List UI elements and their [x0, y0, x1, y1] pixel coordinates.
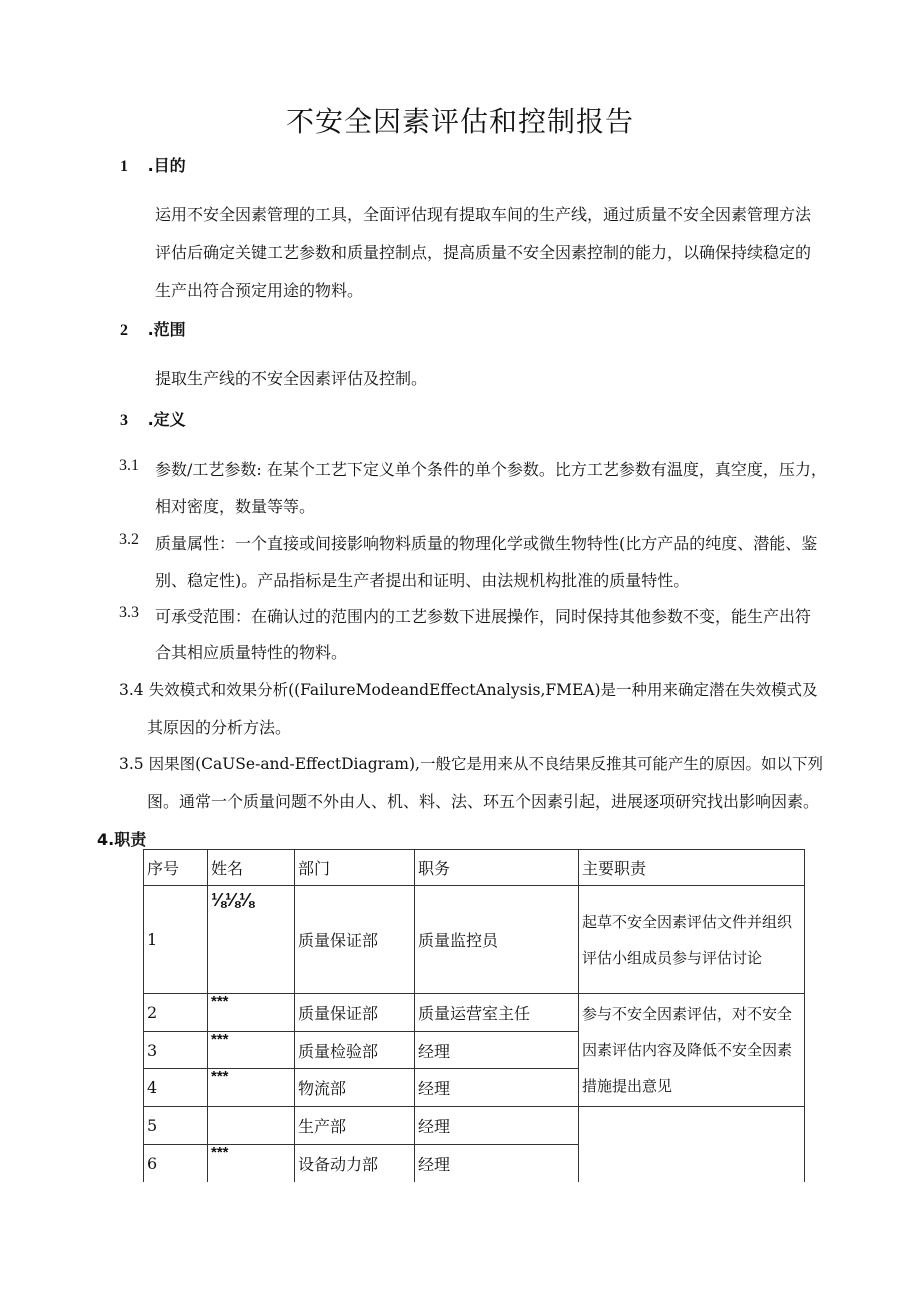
- definition-3-3-number: 3.3: [119, 604, 139, 621]
- duty-a-line-1: 起草不安全因素评估文件并组织: [582, 912, 793, 931]
- definition-3-1-line-2: 相对密度，数量等等。: [155, 497, 316, 516]
- definition-3-1-number: 3.1: [119, 457, 139, 474]
- row-3-title: 经理: [415, 1032, 579, 1069]
- row-4-dept: 物流部: [295, 1069, 415, 1107]
- duty-a-line-2: 评估小组成员参与评估讨论: [582, 948, 763, 967]
- duty-b-line-3: 措施提出意见: [582, 1077, 673, 1095]
- row-5-dept: 生产部: [295, 1107, 415, 1145]
- row-3-name: ***: [211, 1031, 229, 1048]
- row-4-title: 经理: [415, 1069, 579, 1107]
- row-6-title: 经理: [415, 1145, 579, 1182]
- section-3-title: .定义: [147, 410, 186, 429]
- definition-3-3-line-2: 合其相应质量特性的物料。: [155, 643, 348, 662]
- table-row: [144, 1107, 805, 1145]
- section-1-number: 1: [120, 158, 128, 175]
- row-5-name: [208, 1107, 295, 1145]
- header-title: 职务: [415, 850, 579, 886]
- row-5-title: 经理: [415, 1107, 579, 1145]
- section-1-heading: [120, 153, 186, 176]
- definition-3-2-line-1: 质量属性：一个直接或间接影响物料质量的物理化学或微生物特性(比方产品的纯度、潜能、鉴: [155, 534, 818, 553]
- section-4-heading: 4.职责: [97, 830, 147, 849]
- table-row: [144, 994, 805, 1032]
- duty-cell-b: [579, 994, 805, 1107]
- responsibility-table: [143, 849, 805, 1182]
- section-1-line-1: 运用不安全因素管理的工具，全面评估现有提取车间的生产线，通过质量不安全因素管理方法: [155, 205, 812, 224]
- row-3-dept: 质量检验部: [295, 1032, 415, 1069]
- section-2-line: 提取生产线的不安全因素评估及控制。: [155, 369, 428, 388]
- row-2-name: ***: [211, 993, 229, 1010]
- row-1-name: ⅛⅛⅛: [211, 890, 254, 910]
- table-header-row: [144, 850, 805, 886]
- row-2-no: 2: [144, 994, 208, 1032]
- row-1-no: 1: [144, 886, 208, 994]
- header-name: 姓名: [208, 850, 295, 886]
- row-6-dept: 设备动力部: [295, 1145, 415, 1182]
- table-row: [144, 886, 805, 994]
- definition-3-2-line-2: 别、稳定性)。产品指标是生产者提出和证明、由法规机构批准的质量特性。: [155, 571, 690, 590]
- row-3-no: 3: [144, 1032, 208, 1069]
- row-4-name: ***: [211, 1068, 229, 1085]
- section-3-heading: [120, 407, 186, 430]
- row-1-name-cell: [208, 886, 295, 994]
- row-1-title: 质量监控员: [415, 886, 579, 994]
- section-2-heading: [120, 317, 186, 340]
- section-3-number: 3: [120, 412, 128, 429]
- page-title: 不安全因素评估和控制报告: [285, 105, 634, 138]
- duty-cell-a: [579, 886, 805, 994]
- duty-b-line-1: 参与不安全因素评估，对不安全: [582, 1005, 793, 1023]
- definition-3-3-line-1: 可承受范围：在确认过的范围内的工艺参数下进展操作，同时保持其他参数不变，能生产出符: [155, 607, 812, 626]
- header-no: 序号: [144, 850, 208, 886]
- definition-3-4-line-1: 3.4 失效模式和效果分析((FailureModeandEffectAnalysis,FMEA)是一种用来确定潜在失效模式及: [119, 681, 818, 699]
- row-2-title: 质量运营室主任: [415, 994, 579, 1032]
- row-6-no: 6: [144, 1145, 208, 1182]
- definition-3-2-number: 3.2: [119, 531, 139, 548]
- row-1-dept: 质量保证部: [295, 886, 415, 994]
- row-5-no: 5: [144, 1107, 208, 1145]
- row-2-dept: 质量保证部: [295, 994, 415, 1032]
- definition-3-1-line-1: 参数/工艺参数: 在某个工艺下定义单个条件的单个参数。比方工艺参数有温度，真空度，压力，: [155, 460, 827, 479]
- duty-b-line-2: 因素评估内容及降低不安全因素: [582, 1041, 793, 1059]
- section-2-title: .范围: [147, 320, 186, 339]
- section-2-number: 2: [120, 322, 128, 339]
- definition-3-5-line-2: 图。通常一个质量问题不外由人、机、料、法、环五个因素引起，进展逐项研究找出影响因素。: [147, 792, 820, 811]
- row-4-no: 4: [144, 1069, 208, 1107]
- section-1-title: .目的: [147, 156, 186, 175]
- definition-3-5-line-1: 3.5 因果图(CaUSe-and-EffectDiagram),一般它是用来从不良结果反推其可能产生的原因。如以下列: [119, 755, 823, 773]
- section-1-line-2: 评估后确定关键工艺参数和质量控制点，提高质量不安全因素控制的能力，以确保持续稳定的: [155, 243, 812, 262]
- header-duty: 主要职责: [579, 850, 805, 886]
- row-6-name: ***: [211, 1144, 229, 1161]
- definition-3-4-line-2: 其原因的分析方法。: [147, 718, 292, 737]
- section-1-line-3: 生产出符合预定用途的物料。: [155, 281, 364, 300]
- header-dept: 部门: [295, 850, 415, 886]
- duty-cell-c: [579, 1107, 805, 1182]
